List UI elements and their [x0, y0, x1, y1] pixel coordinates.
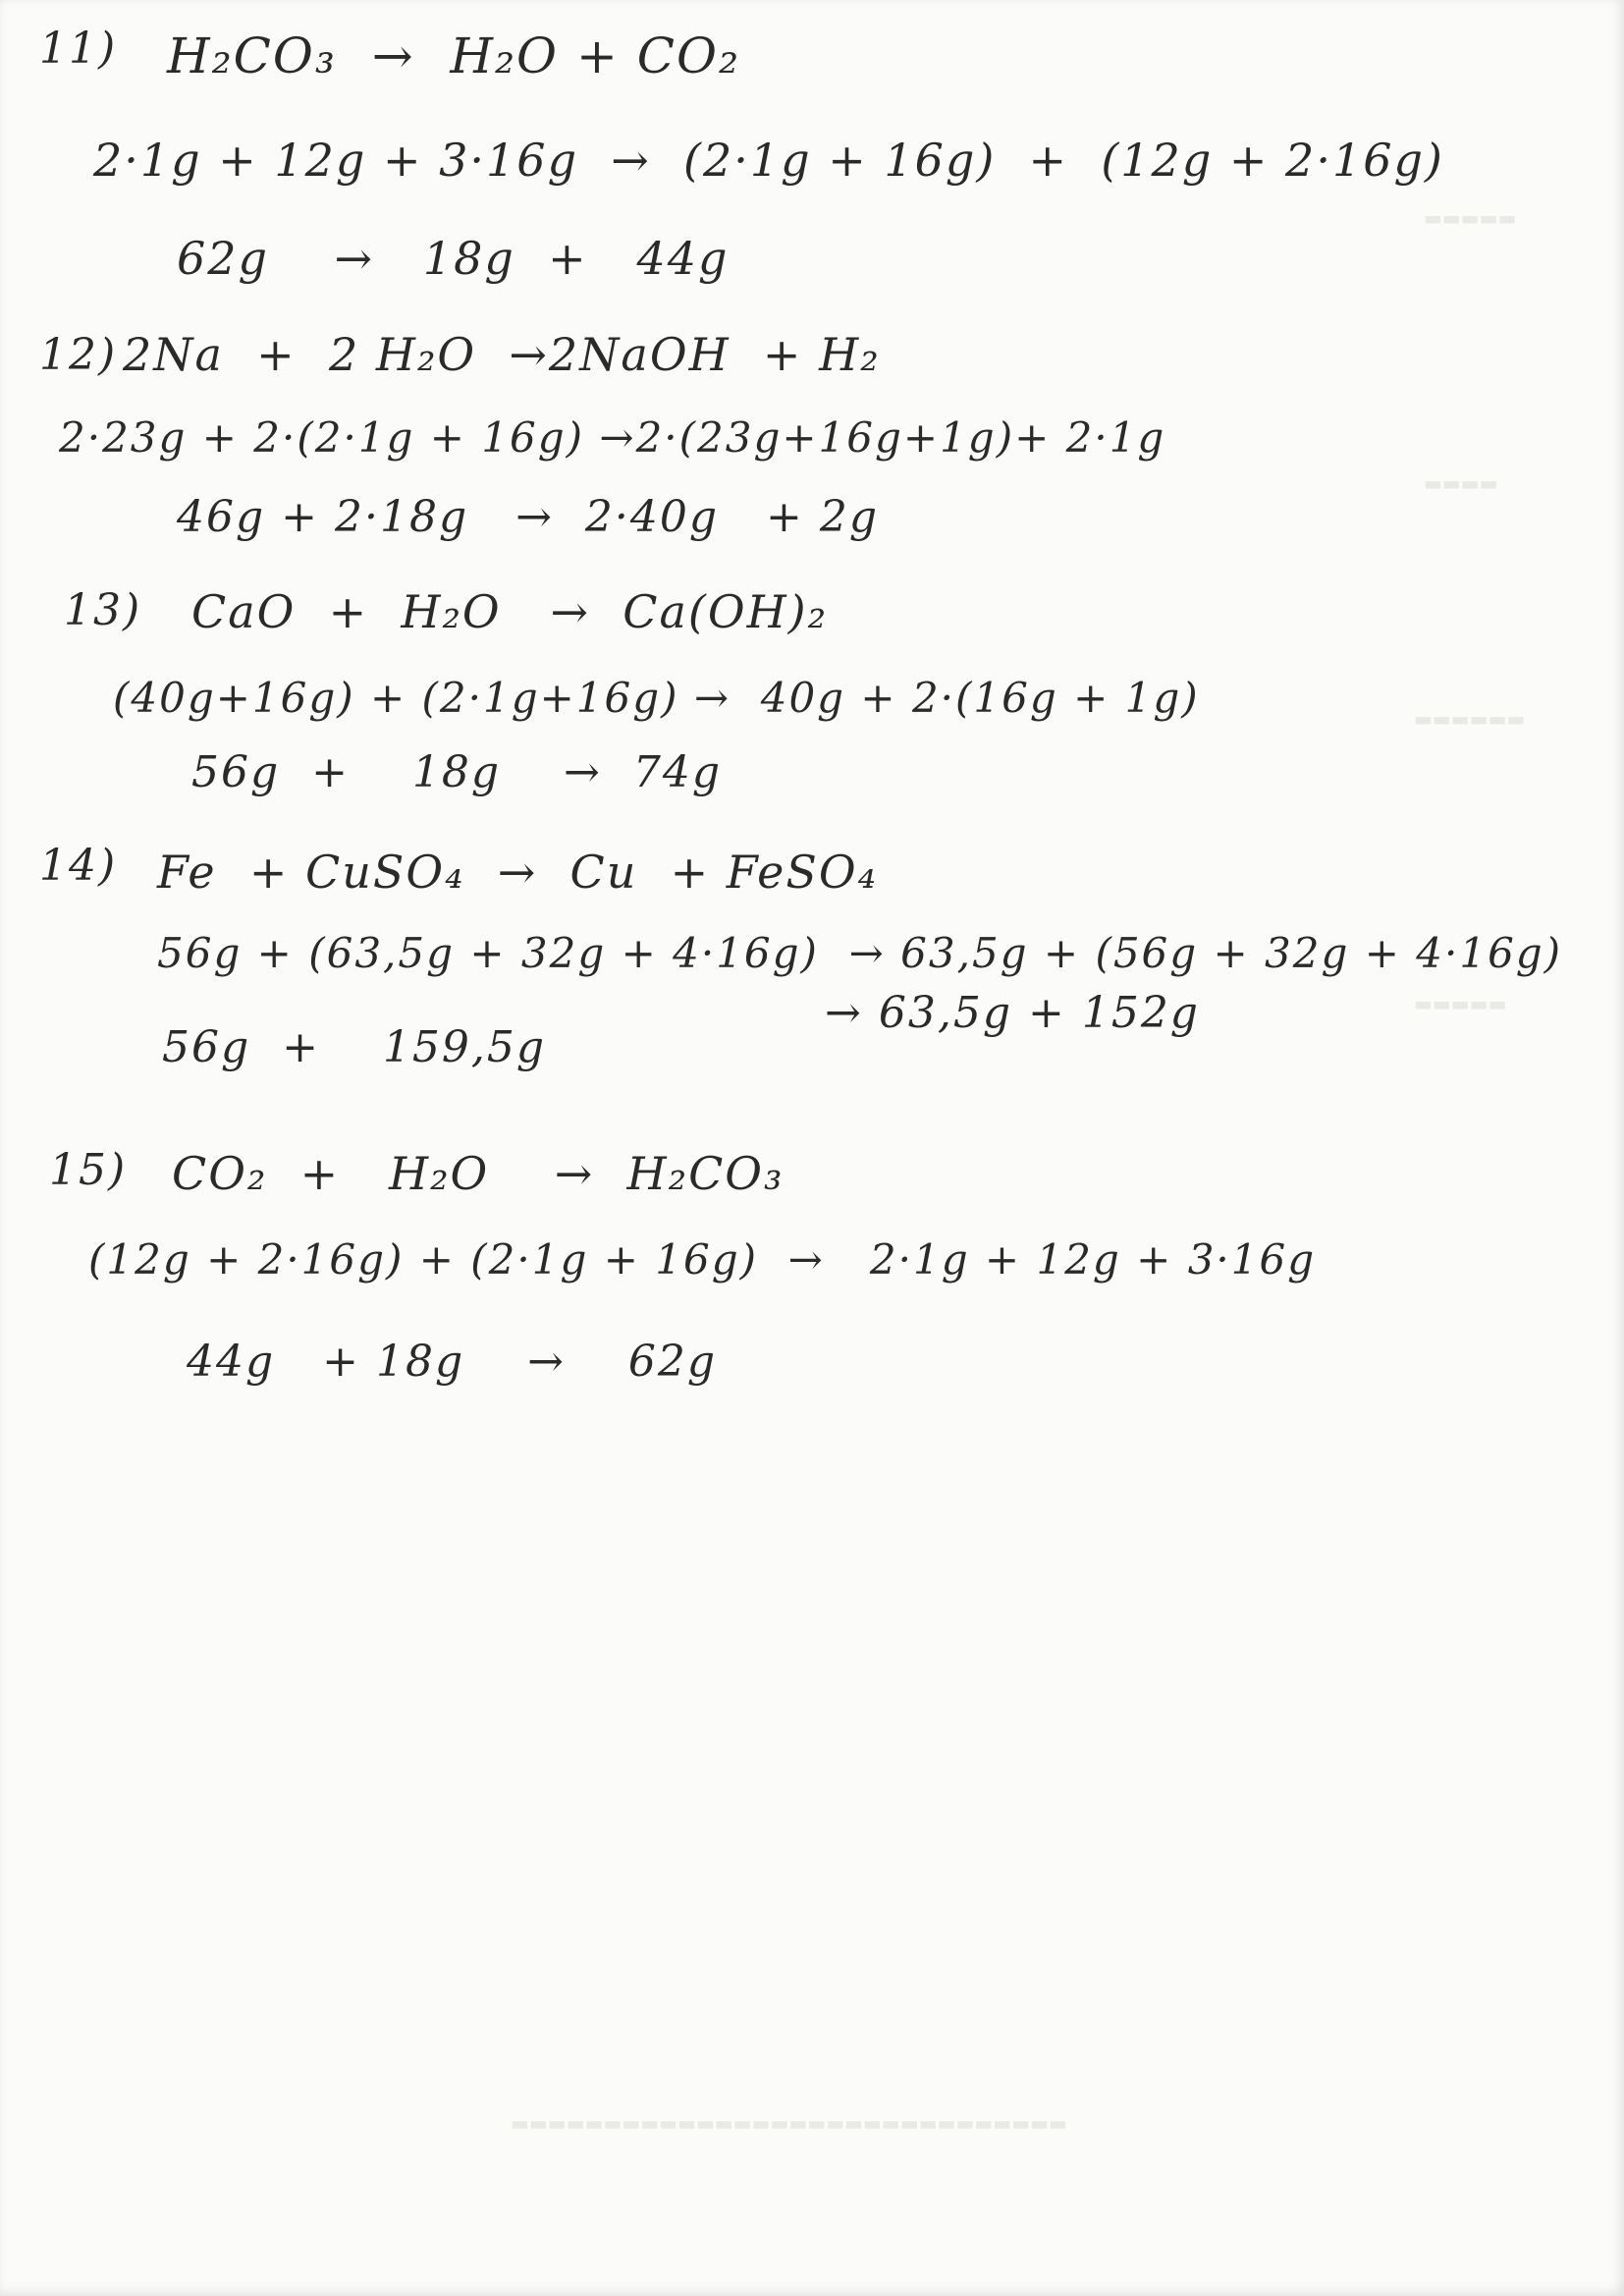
mass-expansion: (40g+16g) + (2·1g+16g) → 40g + 2·(16g + 1g) [113, 674, 1200, 722]
problem-number: 11) [39, 24, 118, 74]
show-through-mark: ▬▬▬▬▬▬▬▬▬▬▬▬▬▬▬▬▬▬▬▬▬▬▬▬▬▬▬▬▬▬ [511, 2111, 1067, 2135]
show-through-mark: ▬▬▬▬▬▬ [1414, 707, 1526, 731]
problem-number: 13) [64, 585, 142, 635]
reaction-equation: Fe + CuSO₄ → Cu + FeSO₄ [157, 846, 879, 899]
mass-expansion: 56g + (63,5g + 32g + 4·16g) → 63,5g + (56g + 32g + 4·16g) [157, 929, 1563, 977]
reaction-equation: H₂CO₃ → H₂O + CO₂ [167, 27, 741, 84]
mass-totals: 46g + 2·18g → 2·40g + 2g [177, 492, 880, 542]
show-through-mark: ▬▬▬▬▬ [1414, 992, 1507, 1015]
mass-totals: 56g + 18g → 74g [191, 747, 723, 797]
problem-number: 15) [49, 1145, 128, 1195]
mass-expansion: (12g + 2·16g) + (2·1g + 16g) → 2·1g + 12g + 3·16g [88, 1235, 1317, 1284]
mass-totals: 62g → 18g + 44g [177, 232, 730, 285]
problem-number: 12) [39, 330, 118, 380]
mass-expansion: 2·1g + 12g + 3·16g → (2·1g + 16g) + (12g + 2·16g) [93, 134, 1444, 187]
reaction-equation: CO₂ + H₂O → H₂CO₃ [172, 1147, 785, 1200]
show-through-mark: ▬▬▬▬▬ [1424, 206, 1517, 230]
mass-totals: 44g + 18g → 62g [187, 1337, 718, 1387]
reaction-equation: CaO + H₂O → Ca(OH)₂ [191, 585, 829, 638]
reaction-equation: 2Na + 2 H₂O →2NaOH + H₂ [123, 328, 881, 381]
mass-expansion: 2·23g + 2·(2·1g + 16g) →2·(23g+16g+1g)+ 2·1g [59, 413, 1166, 462]
problem-number: 14) [39, 841, 118, 891]
product-mass-totals: → 63,5g + 152g [825, 988, 1200, 1038]
reactant-mass-totals: 56g + 159,5g [162, 1022, 547, 1072]
show-through-mark: ▬▬▬▬ [1424, 471, 1498, 495]
